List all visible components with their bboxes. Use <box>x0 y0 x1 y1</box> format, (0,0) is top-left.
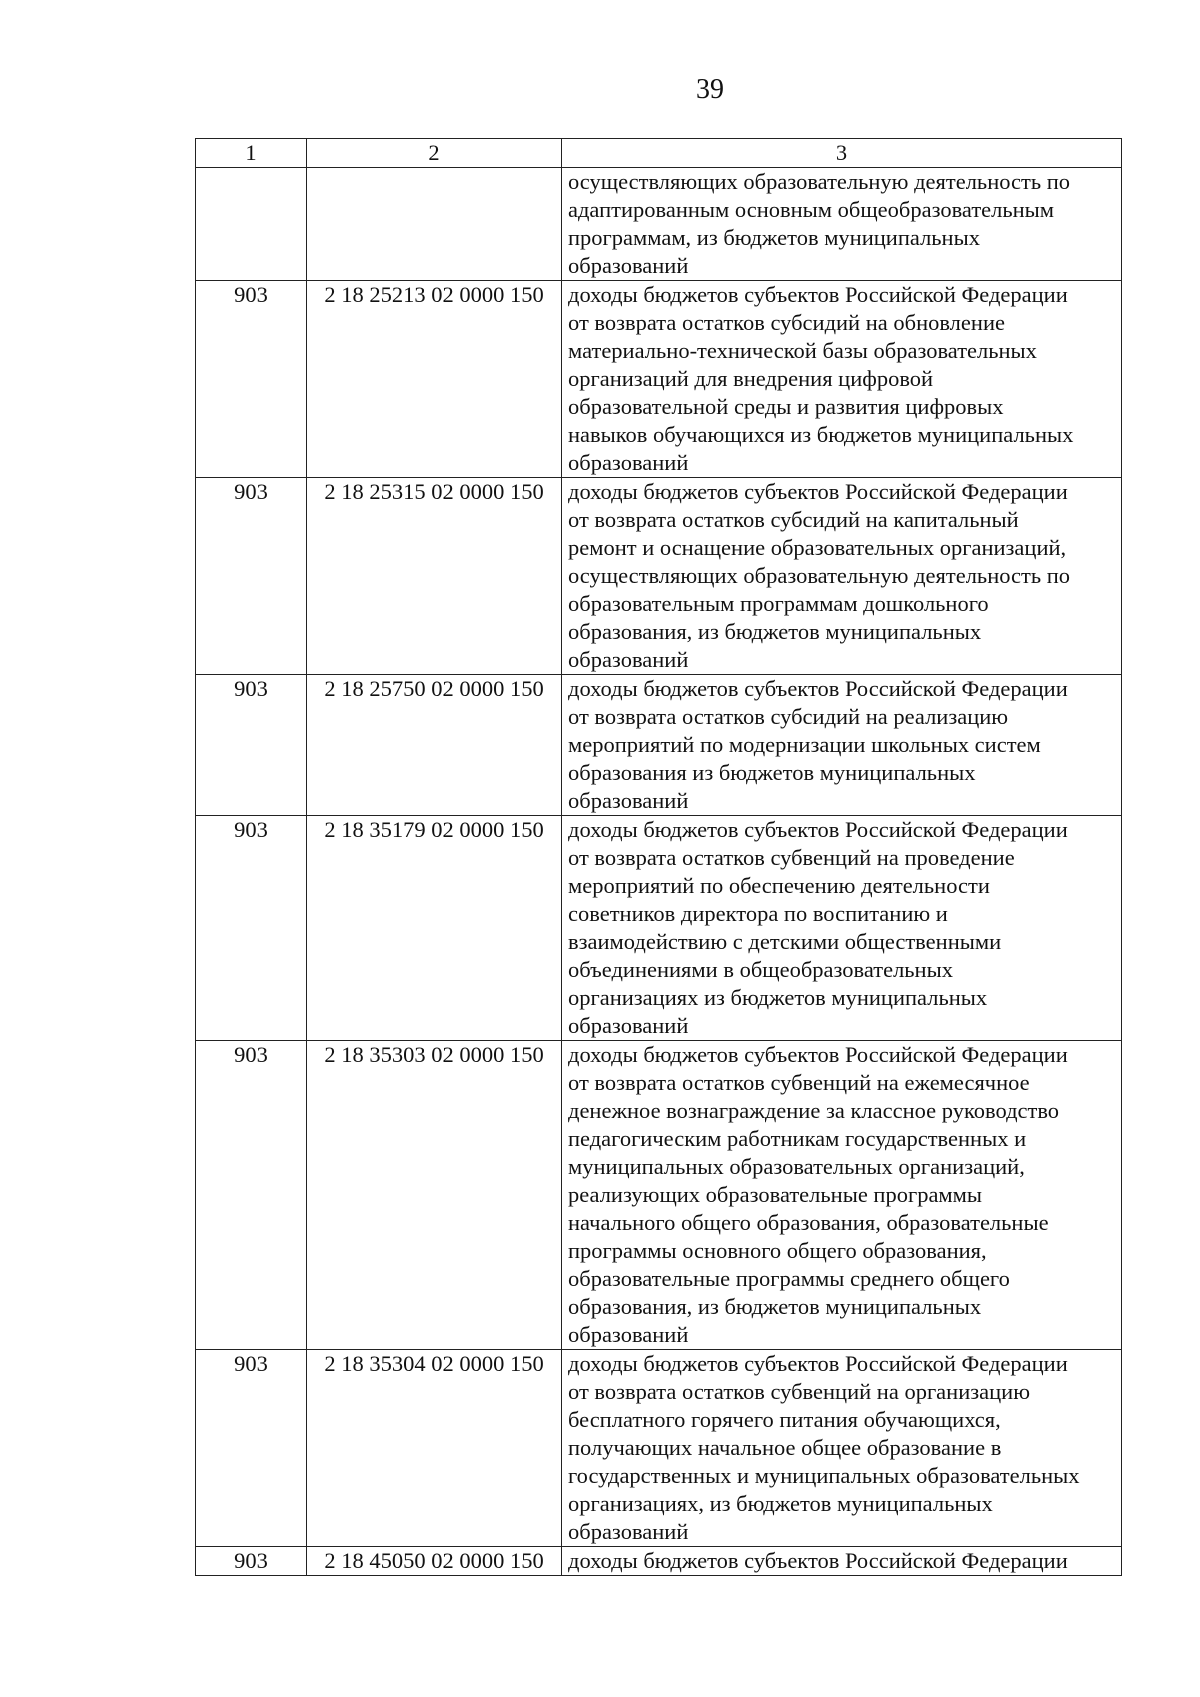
description-cell: доходы бюджетов субъектов Российской Федерации от возврата остатков субсидий на обновление материально-технической базы образовательных организаций для внедрения цифровой образовательной среды и развития цифровых навыков обучающихся из бюджетов муниципальных образований <box>562 281 1122 478</box>
budget-code-cell: 2 18 35304 02 0000 150 <box>307 1350 562 1547</box>
description-cell: осуществляющих образовательную деятельность по адаптированным основным общеобразовательным программам, из бюджетов муниципальных образований <box>562 168 1122 281</box>
table-row <box>196 1547 1122 1576</box>
description-cell: доходы бюджетов субъектов Российской Федерации от возврата остатков субвенций на ежемесячное денежное вознаграждение за классное руководство педагогическим работникам государственных и муниципальных образовательных организаций, реализующих образовательные программы начального общего образования, образовательные программы основного общего образования, образовательные программы среднего общего образования, из бюджетов муниципальных образований <box>562 1041 1122 1350</box>
column-header-code: 2 <box>307 139 562 168</box>
table-row <box>196 675 1122 816</box>
column-header-description: 3 <box>562 139 1122 168</box>
table-row <box>196 478 1122 675</box>
budget-code-cell <box>307 168 562 281</box>
admin-code-cell: 903 <box>196 816 307 1041</box>
page-number: 39 <box>696 74 724 105</box>
admin-code-cell: 903 <box>196 281 307 478</box>
column-header-admin: 1 <box>196 139 307 168</box>
table-row <box>196 1041 1122 1350</box>
table-row <box>196 816 1122 1041</box>
description-cell: доходы бюджетов субъектов Российской Федерации от возврата остатков субвенций на организацию бесплатного горячего питания обучающихся, получающих начальное общее образование в государственных и муниципальных образовательных организациях, из бюджетов муниципальных образований <box>562 1350 1122 1547</box>
admin-code-cell: 903 <box>196 478 307 675</box>
admin-code-cell <box>196 168 307 281</box>
budget-code-cell: 2 18 25213 02 0000 150 <box>307 281 562 478</box>
budget-code-cell: 2 18 35303 02 0000 150 <box>307 1041 562 1350</box>
description-cell: доходы бюджетов субъектов Российской Федерации от возврата остатков субвенций на проведение мероприятий по обеспечению деятельности советников директора по воспитанию и взаимодействию с детскими общественными объединениями в общеобразовательных организациях из бюджетов муниципальных образований <box>562 816 1122 1041</box>
admin-code-cell: 903 <box>196 1041 307 1350</box>
budget-code-cell: 2 18 25315 02 0000 150 <box>307 478 562 675</box>
budget-code-cell: 2 18 45050 02 0000 150 <box>307 1547 562 1576</box>
table-row <box>196 281 1122 478</box>
admin-code-cell: 903 <box>196 1547 307 1576</box>
admin-code-cell: 903 <box>196 1350 307 1547</box>
description-cell: доходы бюджетов субъектов Российской Федерации от возврата остатков субсидий на капитальный ремонт и оснащение образовательных организаций, осуществляющих образовательную деятельность по образовательным программам дошкольного образования, из бюджетов муниципальных образований <box>562 478 1122 675</box>
description-cell: доходы бюджетов субъектов Российской Федерации <box>562 1547 1122 1576</box>
table-header-row <box>196 139 1122 168</box>
description-cell: доходы бюджетов субъектов Российской Федерации от возврата остатков субсидий на реализацию мероприятий по модернизации школьных систем образования из бюджетов муниципальных образований <box>562 675 1122 816</box>
table-row <box>196 1350 1122 1547</box>
budget-code-cell: 2 18 35179 02 0000 150 <box>307 816 562 1041</box>
admin-code-cell: 903 <box>196 675 307 816</box>
revenue-codes-table <box>195 138 1122 1576</box>
budget-code-cell: 2 18 25750 02 0000 150 <box>307 675 562 816</box>
table-row <box>196 168 1122 281</box>
